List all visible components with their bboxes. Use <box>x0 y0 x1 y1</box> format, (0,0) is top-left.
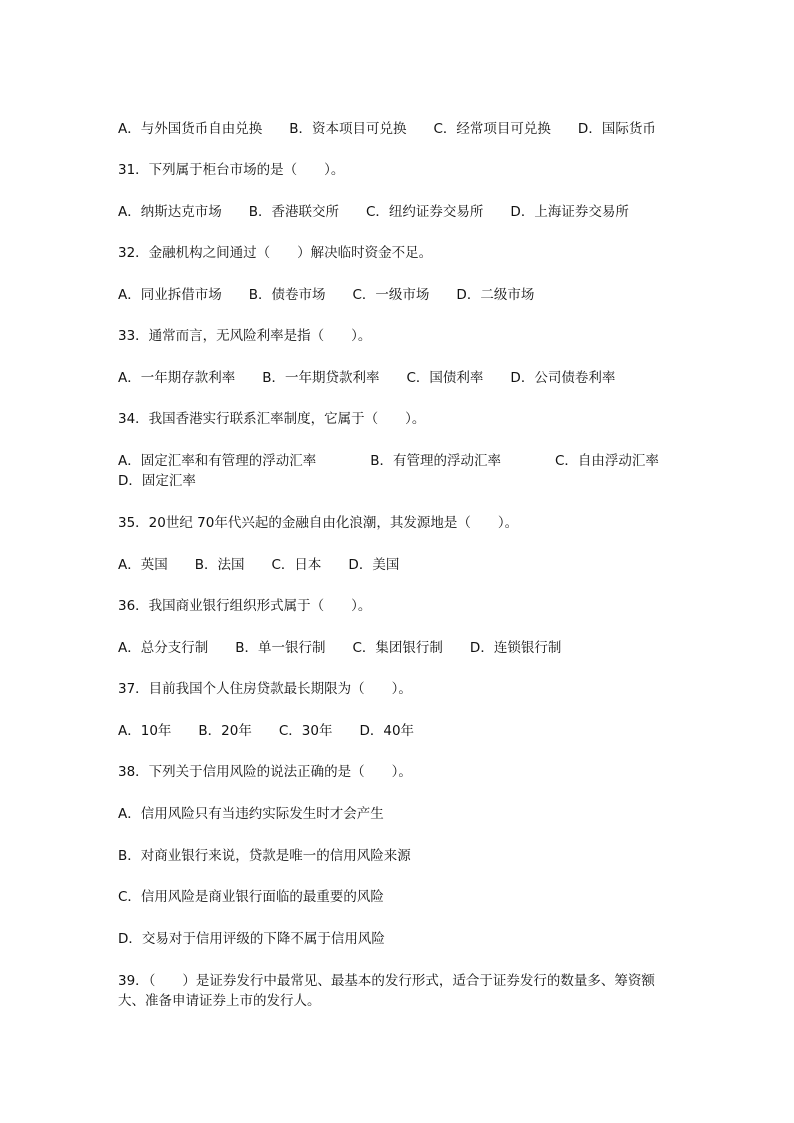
question-34-options: A．固定汇率和有管理的浮动汇率 B．有管理的浮动汇率 C．自由浮动汇率 <box>118 453 659 469</box>
question-38: 38．下列关于信用风险的说法正确的是（ ）。 <box>118 764 412 780</box>
question-33-options: A．一年期存款利率 B．一年期贷款利率 C．国债利率 D．公司债卷利率 <box>118 370 616 386</box>
question-30-options: A．与外国货币自由兑换 B．资本项目可兑换 C．经常项目可兑换 D．国际货币 <box>118 121 656 137</box>
question-39: 39．（ ）是证券发行中最常见、最基本的发行形式，适合于证券发行的数量多、筹资额大、准备申请证券上市的发行人。 <box>118 973 655 1009</box>
question-36: 36．我国商业银行组织形式属于（ ）。 <box>118 598 372 614</box>
question-32: 32．金融机构之间通过（ ）解决临时资金不足。 <box>118 245 433 261</box>
question-38-option-d: D．交易对于信用评级的下降不属于信用风险 <box>118 931 385 947</box>
question-35: 35．20世纪 70年代兴起的金融自由化浪潮，其发源地是（ ）。 <box>118 515 519 531</box>
question-34: 34．我国香港实行联系汇率制度，它属于（ ）。 <box>118 411 426 427</box>
question-37-options: A．10年 B．20年 C．30年 D．40年 <box>118 723 415 739</box>
question-38-option-c: C．信用风险是商业银行面临的最重要的风险 <box>118 889 384 905</box>
question-38-option-a: A．信用风险只有当违约实际发生时才会产生 <box>118 806 384 822</box>
question-35-options: A．英国 B．法国 C．日本 D．美国 <box>118 557 400 573</box>
question-37: 37．目前我国个人住房贷款最长期限为（ ）。 <box>118 681 412 697</box>
question-34-options-continued: D．固定汇率 <box>118 473 196 489</box>
question-32-options: A．同业拆借市场 B．债卷市场 C．一级市场 D．二级市场 <box>118 287 535 303</box>
question-33: 33．通常而言，无风险利率是指（ ）。 <box>118 328 372 344</box>
question-31: 31．下列属于柜台市场的是（ ）。 <box>118 162 345 178</box>
question-31-options: A．纳斯达克市场 B．香港联交所 C．纽约证券交易所 D．上海证券交易所 <box>118 204 629 220</box>
question-36-options: A．总分支行制 B．单一银行制 C．集团银行制 D．连锁银行制 <box>118 640 562 656</box>
question-38-option-b: B．对商业银行来说，贷款是唯一的信用风险来源 <box>118 848 411 864</box>
